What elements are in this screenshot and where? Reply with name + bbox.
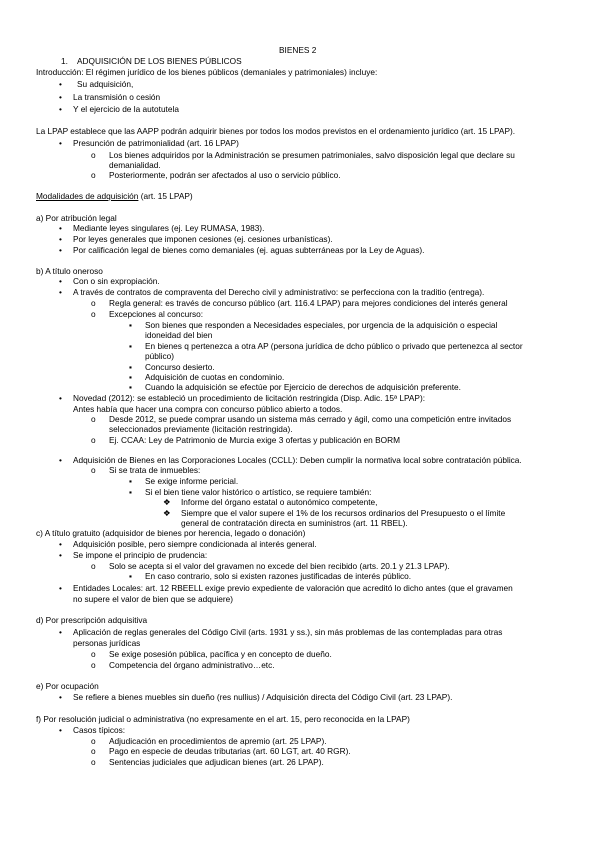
detail-item: Informe del órgano estatal o autonómico competente, [181,497,378,507]
bullet-dot: • [59,104,62,114]
bullet-dot: • [59,276,62,286]
exception-item: En bienes q pertenezca a otra AP (persona jurídica de dcho público o privado que pertenezca al sector [145,341,523,351]
section-b-item: Con o sin expropiación. [73,276,160,286]
section-c-item: Entidades Locales: art. 12 RBEELL exige previo expediente de valoración que acreditó lo dicho antes (que el gravamen [73,583,513,593]
bullet-circle: o [91,649,96,659]
section-a-item: Mediante leyes singulares (ej. Ley RUMASA, 1983). [73,223,265,233]
exception-item: Se exige informe pericial. [145,476,239,486]
bullet-circle: o [91,309,96,319]
section-d-item: personas jurídicas [73,638,141,648]
section-c-item: Se impone el principio de prudencia: [73,550,208,560]
bullet-circle: o [91,736,96,746]
bullet-circle: o [91,660,96,670]
section-number: 1. [61,56,68,66]
section-e-item: Se refiere a bienes muebles sin dueño (res nullius) / Adquisición directa del Código Civil (art. 23 LPAP). [73,692,453,702]
page-title: BIENES 2 [279,45,317,55]
lpap-sub: demanialidad. [109,160,161,170]
intro-item: La transmisión o cesión [73,92,161,102]
exception-item: Cuando la adquisición se efectúe por Ejercicio de derechos de adquisición preferente. [145,382,461,392]
bullet-dot: • [59,393,62,403]
bullet-dot: • [59,539,62,549]
bullet-circle: o [91,435,96,445]
section-c-item: no supere el valor de bien que se adquiere) [73,594,234,604]
bullet-circle: o [91,170,96,180]
section-c-subsub: En caso contrario, solo si existen razones justificadas de interés público. [145,571,412,581]
exception-item: idoneidad del bien [145,330,213,340]
bullet-dot: • [59,287,62,297]
bullet-dot: • [59,245,62,255]
section-d-item: Aplicación de reglas generales del Código Civil (arts. 1931 y ss.), sin más problemas de las contempladas para otras [73,627,503,637]
bullet-circle: o [91,465,96,475]
section-b-heading: b) A título oneroso [36,266,103,276]
bullet-dot: • [59,583,62,593]
exception-item: Son bienes que responden a Necesidades especiales, por urgencia de la adquisición o especial [145,320,498,330]
diamond-bullet-icon: ❖ [163,508,171,518]
section-b-item: Novedad (2012): se estableció un procedimiento de licitación restringida (Disp. Adic. 15ª LPAP): [73,393,426,403]
exception-item: Adquisición de cuotas en condominio. [145,372,285,382]
section-f-sub: Pago en especie de deudas tributarias (art. 60 LGT, art. 40 RGR). [109,746,351,756]
bullet-dot: • [59,223,62,233]
section-d-heading: d) Por prescripción adquisitiva [36,615,148,625]
section-b-item: A través de contratos de compraventa del Derecho civil y administrativo: se perfecciona con la traditio (entrega). [73,287,485,297]
section-b-item: Adquisición de Bienes en las Corporaciones Locales (CCLL): Deben cumplir la normativa local sobre contratación pública. [73,455,522,465]
bullet-circle: o [91,757,96,767]
diamond-bullet-icon: ❖ [163,497,171,507]
exception-item: Concurso desierto. [145,362,215,372]
exception-item: Si el bien tiene valor histórico o artístico, se requiere también: [145,487,372,497]
section-f-sub: Sentencias judiciales que adjudican bienes (art. 26 LPAP). [109,757,324,767]
section-a-item: Por calificación legal de bienes como demaniales (ej. aguas subterráneas por la Ley de Aguas). [73,245,425,255]
section-b-sub: Ej. CCAA: Ley de Patrimonio de Murcia exige 3 ofertas y publicación en BORM [109,435,400,445]
detail-item: Siempre que el valor supere el 1% de los recursos ordinarios del Presupuesto o el límite [181,508,506,518]
section-b-item: Antes había que hacer una compra con concurso público abierto a todos. [73,404,343,414]
bullet-circle: o [91,414,96,424]
intro-text: Introducción: El régimen jurídico de los bienes públicos (demaniales y patrimoniales) incluye: [36,67,378,77]
detail-item: general de contratación directa en suministros (art. 11 RBEL). [181,518,408,528]
modalidades-ref: (art. 15 LPAP) [138,191,193,201]
bullet-square: ▪ [129,341,132,351]
bullet-square: ▪ [129,320,132,330]
bullet-dot: • [59,550,62,560]
modalidades-heading [36,192,193,200]
section-d-sub: Competencia del órgano administrativo…etc. [109,660,275,670]
bullet-circle: o [91,746,96,756]
section-c-item: Adquisición posible, pero siempre condicionada al interés general. [73,539,317,549]
bullet-dot: • [59,692,62,702]
bullet-dot: • [59,725,62,735]
bullet-square: ▪ [129,372,132,382]
section-b-sub: Si se trata de inmuebles: [109,465,201,475]
modalidades-label: Modalidades de adquisición [36,191,139,201]
lpap-presuncion: Presunción de patrimonialidad (art. 16 LPAP) [73,138,239,148]
section-e-heading: e) Por ocupación [36,681,99,691]
intro-item: Y el ejercicio de la autotutela [73,104,179,114]
section-f-sub: Adjudicación en procedimientos de apremio (art. 25 LPAP). [109,736,327,746]
section-a-item: Por leyes generales que imponen cesiones (ej. cesiones urbanísticas). [73,234,333,244]
lpap-text: La LPAP establece que las AAPP podrán adquirir bienes por todos los modos previstos en el ordenamiento jurídico (art. 15 LPAP). [36,126,516,136]
lpap-sub: Posteriormente, podrán ser afectados al uso o servicio público. [109,170,341,180]
lpap-sub: Los bienes adquiridos por la Administración se presumen patrimoniales, salvo disposición legal que declare su [109,150,515,160]
bullet-square: ▪ [129,571,132,581]
bullet-dot: • [59,79,62,89]
section-heading: ADQUISICIÓN DE LOS BIENES PÚBLICOS [77,56,242,66]
section-b-sub: Excepciones al concurso: [109,309,204,319]
bullet-dot: • [59,455,62,465]
bullet-square: ▪ [129,476,132,486]
bullet-dot: • [59,627,62,637]
bullet-square: ▪ [129,362,132,372]
bullet-circle: o [91,561,96,571]
bullet-dot: • [59,234,62,244]
bullet-square: ▪ [129,487,132,497]
section-c-heading: c) A título gratuito (adquisidor de bienes por herencia, legado o donación) [36,528,306,538]
bullet-dot: • [59,92,62,102]
section-a-heading: a) Por atribución legal [36,213,117,223]
section-f-item: Casos típicos: [73,725,126,735]
section-b-sub: Regla general: es través de concurso público (art. 116.4 LPAP) para mejores condiciones del interés general [109,298,508,308]
bullet-circle: o [91,150,96,160]
intro-item: Su adquisición, [77,79,134,89]
bullet-dot: • [59,138,62,148]
section-b-sub: seleccionados previamente (licitación restringida). [109,424,293,434]
section-c-sub: Solo se acepta si el valor del gravamen no excede del bien recibido (arts. 20.1 y 21.3 LPAP). [109,561,450,571]
bullet-circle: o [91,298,96,308]
exception-item: público) [145,351,175,361]
section-d-sub: Se exige posesión pública, pacífica y en concepto de dueño. [109,649,332,659]
section-b-sub: Desde 2012, se puede comprar usando un sistema más cerrado y ágil, como una competición entre invitados [109,414,512,424]
section-f-heading: f) Por resolución judicial o administrativa (no expresamente en el art. 15, pero reconocida en la LPAP) [36,714,410,724]
bullet-square: ▪ [129,382,132,392]
